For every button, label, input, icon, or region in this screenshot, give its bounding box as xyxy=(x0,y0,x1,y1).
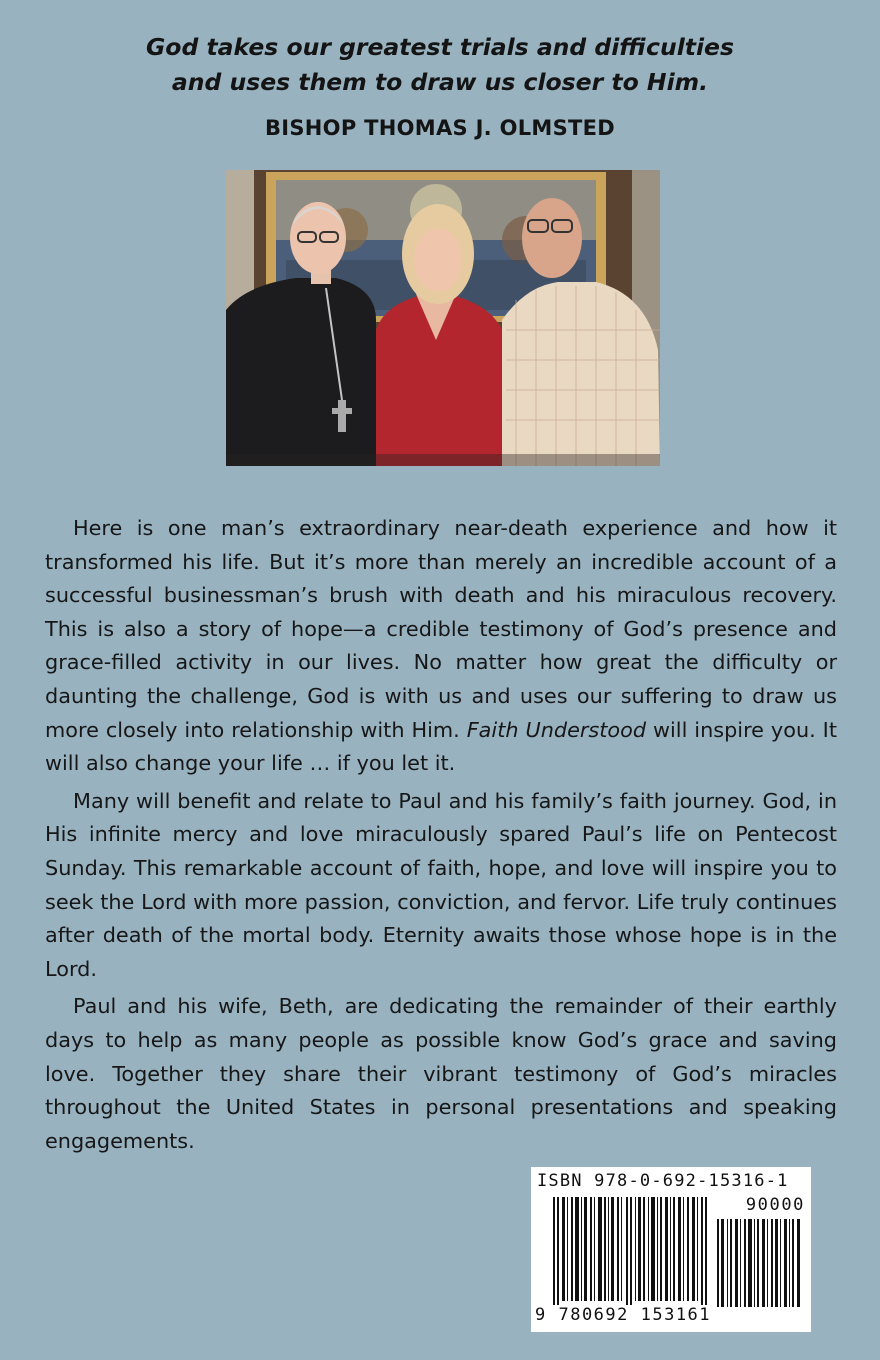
price-code: 90000 xyxy=(745,1195,805,1215)
quote-line-2: and uses them to draw us closer to Him. xyxy=(171,68,709,96)
description-paragraph-1 xyxy=(45,512,837,781)
ean-bars xyxy=(553,1197,709,1309)
quote-attribution: BISHOP THOMAS J. OLMSTED xyxy=(264,116,616,140)
ean-digits: 9 780692 153161 xyxy=(535,1305,712,1325)
book-title-italic: Faith Understood xyxy=(466,717,647,742)
description-paragraph-2: Many will benefit and relate to Paul and his family’s faith journey. God, in His infinite mercy and love miraculously spared Paul’s life on Pentecost Sunday. This remarkable account of faith, hope, and love will inspire you to seek the Lord with more passion, conviction, and fervor. Life truly continues after death of the mortal body. Eternity awaits those whose hope is in the Lord. xyxy=(45,788,837,981)
isbn-barcode xyxy=(531,1167,811,1332)
addon-bars xyxy=(717,1219,803,1307)
description-paragraph-3: Paul and his wife, Beth, are dedicating the remainder of their earthly days to help as many people as possible know God’s grace and saving love. Together they share their vibrant testimony of God’s miracles throughout the United States in personal presentations and speaking engagements. xyxy=(45,994,837,1153)
book-description xyxy=(45,512,837,1162)
author-photo-illustration xyxy=(226,170,660,466)
paragraph-1-text-end: will inspire you. It will also change your life … if you let it. xyxy=(45,717,837,776)
quote-line-1: God takes our greatest trials and difficulties xyxy=(146,33,734,61)
author-photo xyxy=(226,170,660,466)
cover-quote xyxy=(0,30,880,100)
paragraph-1-text: Here is one man’s extraordinary near-death experience and how it transformed his life. But it’s more than merely an incredible account of a successful businessman’s brush with death and his miraculous recovery. This is also a story of hope—a credible testimony of God’s presence and grace-filled activity in our lives. No matter how great the difficulty or daunting the challenge, God is with us and uses our suffering to draw us more closely into relationship with Him. xyxy=(45,516,837,742)
isbn-label: ISBN 978-0-692-15316-1 xyxy=(537,1171,789,1191)
